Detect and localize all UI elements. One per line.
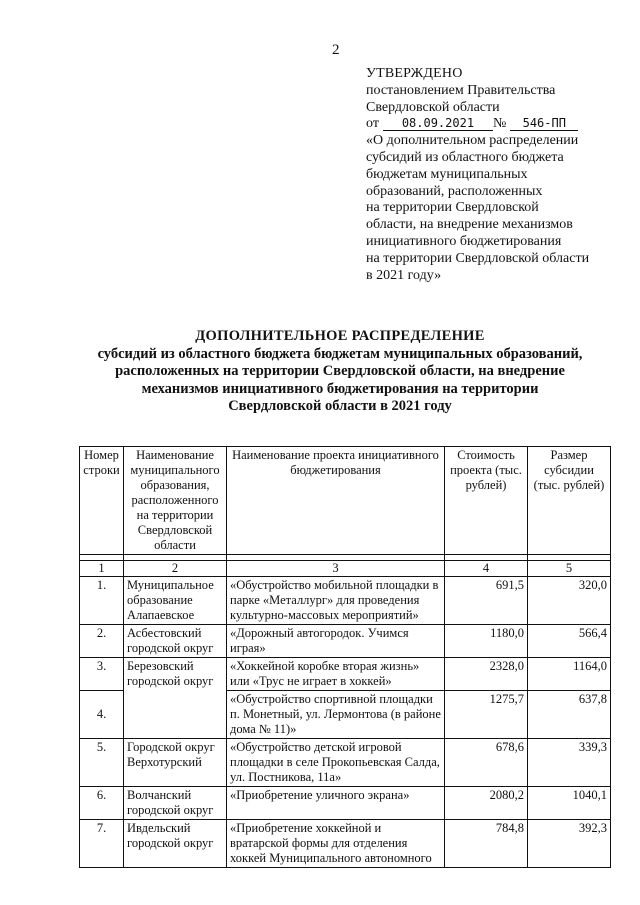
project-cell: «Приобретение уличного экрана» [227,787,445,820]
approval-date-line [366,116,616,133]
row-number: 4. [80,691,124,739]
row-number: 2. [80,625,124,658]
cost-cell: 784,8 [445,820,528,868]
row-number: 1. [80,577,124,625]
subject-line: бюджетам муниципальных [366,166,528,182]
subject-line: «О дополнительном распределении [366,133,579,149]
column-number-row [80,561,611,577]
approval-block [366,66,616,284]
subject-line: в 2021 году» [366,267,442,283]
cost-cell: 691,5 [445,577,528,625]
subject-line: субсидий из областного бюджета [366,149,564,165]
subject-line: образований, расположенных [366,183,543,199]
header-subsidy: Размер субсидии (тыс. рублей) [528,447,611,555]
subsidy-cell: 392,3 [528,820,611,868]
header-project: Наименование проекта инициативного бюджетирования [227,447,445,555]
heading-line: механизмов инициативного бюджетирования на территории [141,380,539,397]
col-number: 2 [124,561,227,577]
municipality-cell: Муниципальное образование Алапаевское [124,577,227,625]
approval-title: УТВЕРЖДЕНО [366,66,463,81]
row-number: 3. [80,658,124,691]
row-number: 7. [80,820,124,868]
municipality-cell: Городской округ Верхотурский [124,739,227,787]
table-row [80,820,611,868]
subject-line: инициативного бюджетирования [366,233,562,249]
subsidy-table [79,446,611,868]
subsidy-cell: 1164,0 [528,658,611,691]
table-row [80,625,611,658]
header-municipality: Наименование муниципального образования, расположенного на территории Свердловской области [124,447,227,555]
subject-line: на территории Свердловской [366,200,539,216]
heading-title: ДОПОЛНИТЕЛЬНОЕ РАСПРЕДЕЛЕНИЕ [195,328,485,344]
subject-line: области, на внедрение механизмов [366,217,573,233]
row-number: 6. [80,787,124,820]
project-cell: «Обустройство детской игровой площадки в селе Прокопьевская Салда, ул. Постникова, 11а» [227,739,445,787]
approval-line-2: Свердловской области [366,99,500,115]
col-number: 1 [80,561,124,577]
cost-cell: 2328,0 [445,658,528,691]
cost-cell: 678,6 [445,739,528,787]
page-number: 2 [332,42,340,58]
heading-line: Свердловской области в 2021 году [228,398,452,414]
table-header-row [80,447,611,555]
table-row [80,658,611,691]
col-number: 3 [227,561,445,577]
municipality-cell: Волчанский городской округ [124,787,227,820]
heading-line: расположенных на территории Свердловской области, на внедрение [115,363,565,379]
subsidy-cell: 1040,1 [528,787,611,820]
project-cell: «Дорожный автогородок. Учимся играя» [227,625,445,658]
municipality-cell: Березовский городской округ [124,658,227,739]
project-cell: «Обустройство мобильной площадки в парке «Металлург» для проведения культурно-массовых мероприятий» [227,577,445,625]
table-row [80,577,611,625]
header-num: Номер строки [80,447,124,555]
subsidy-cell: 566,4 [528,625,611,658]
table-row [80,739,611,787]
project-cell: «Хоккейной коробке вторая жизнь» или «Трус не играет в хоккей» [227,658,445,691]
project-cell: «Приобретение хоккейной и вратарской формы для отделения хоккей Муниципального автономного [227,820,445,868]
subject-line: на территории Свердловской области [366,250,590,266]
col-number: 5 [528,561,611,577]
row-number: 5. [80,739,124,787]
cost-cell: 2080,2 [445,787,528,820]
subsidy-cell: 339,3 [528,739,611,787]
heading-line: субсидий из областного бюджета бюджетам муниципальных образований, [97,345,583,362]
header-cost: Стоимость проекта (тыс. рублей) [445,447,528,555]
table-row [80,787,611,820]
col-number: 4 [445,561,528,577]
cost-cell: 1275,7 [445,691,528,739]
municipality-cell: Асбестовский городской округ [124,625,227,658]
approval-line-1: постановлением Правительства [366,82,556,98]
subsidy-cell: 320,0 [528,577,611,625]
project-cell: «Обустройство спортивной площадки п. Монетный, ул. Лермонтова (в районе дома № 11)» [227,691,445,739]
number-prefix: № [492,116,507,132]
approval-number: 546-ПП [510,116,578,131]
municipality-cell: Ивдельский городской округ [124,820,227,868]
date-prefix: от [366,116,379,132]
subsidy-cell: 637,8 [528,691,611,739]
document-heading [40,328,640,416]
approval-date: 08.09.2021 [383,116,493,131]
cost-cell: 1180,0 [445,625,528,658]
